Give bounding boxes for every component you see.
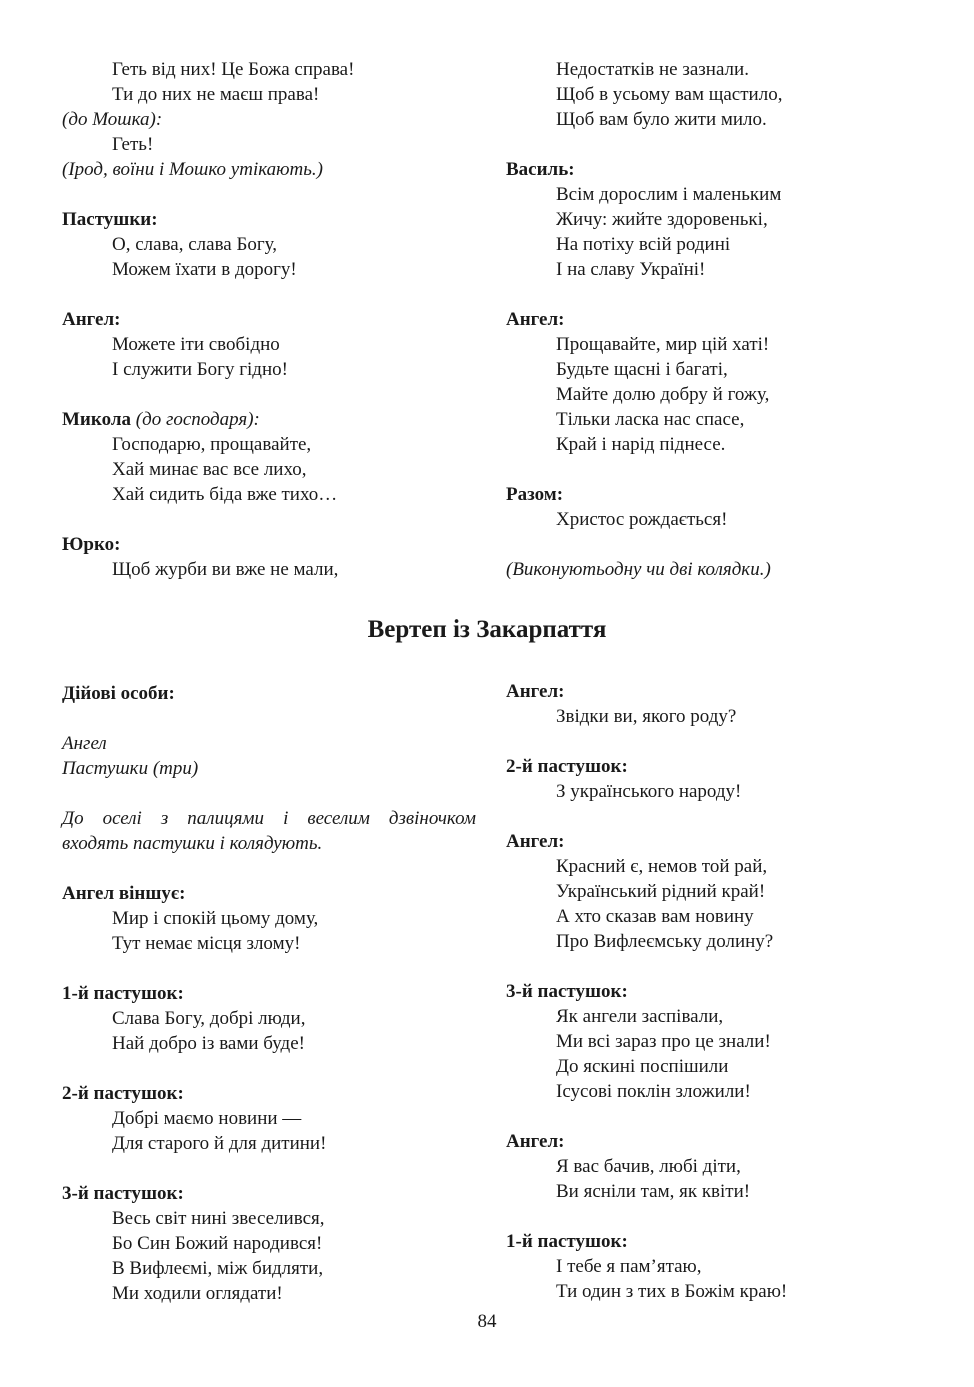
stage-direction: входять пастушки і колядують. <box>62 833 323 854</box>
spacer <box>506 132 926 157</box>
stage-direction: Ангел <box>62 733 107 754</box>
stage-direction: Пастушки (три) <box>62 758 199 779</box>
page-number: 84 <box>477 1311 497 1332</box>
verse-line: Хай минає вас все лихо, <box>112 459 307 480</box>
verse-line: Ми ходили оглядати! <box>112 1283 283 1304</box>
speaker-name: 3-й пастушок: <box>506 981 628 1002</box>
verse-line: Прощавайте, мир цій хаті! <box>556 334 770 355</box>
speaker-name: Дійові особи: <box>62 683 175 704</box>
stage-direction: До оселі з палицями і веселим дзвіночком <box>62 808 476 829</box>
verse-line: Жичу: жийте здоровенькі, <box>556 209 768 230</box>
stage-direction: (до Мошка): <box>62 109 163 130</box>
verse-line: Я вас бачив, любі діти, <box>556 1156 741 1177</box>
verse-line: І на славу Україні! <box>556 259 706 280</box>
verse-line: Для старого й для дитини! <box>112 1133 327 1154</box>
spacer <box>62 1156 476 1181</box>
speaker-name: 2-й пастушок: <box>506 756 628 777</box>
stage-direction: (до господаря): <box>131 409 260 430</box>
verse-line: На потіху всій родині <box>556 234 731 255</box>
speaker-name: 3-й пастушок: <box>62 1183 184 1204</box>
verse-line: Красний є, немов той рай, <box>556 856 768 877</box>
section1-right-column <box>506 57 926 582</box>
verse-line: Добрі маємо новини — <box>112 1108 302 1129</box>
verse-line: Мир і спокій цьому дому, <box>112 908 319 929</box>
verse-line: Щоб в усьому вам щастило, <box>556 84 783 105</box>
spacer <box>506 457 926 482</box>
verse-line: Слава Богу, добрі люди, <box>112 1008 306 1029</box>
spacer <box>62 182 482 207</box>
verse-line: Можете іти свобідно <box>112 334 280 355</box>
verse-line: Щоб вам було жити мило. <box>556 109 767 130</box>
spacer <box>506 1204 926 1229</box>
speaker-name: Пастушки: <box>62 209 158 230</box>
verse-line: Тут немає місця злому! <box>112 933 301 954</box>
spacer <box>62 706 476 731</box>
spacer <box>62 382 482 407</box>
verse-line: Можем їхати в дорогу! <box>112 259 297 280</box>
verse-line: Край і нарід піднесе. <box>556 434 726 455</box>
speaker-name: Ангел віншує: <box>62 883 186 904</box>
section-title: Вертеп із Закарпаття <box>367 616 607 643</box>
verse-line: Ісусові поклін зложили! <box>556 1081 751 1102</box>
verse-line: А хто сказав вам новину <box>556 906 754 927</box>
speaker-name: Разом: <box>506 484 564 505</box>
verse-line: До яскині поспішили <box>556 1056 729 1077</box>
speaker-name: Ангел: <box>62 309 121 330</box>
verse-line: О, слава, слава Богу, <box>112 234 278 255</box>
speaker-name: Ангел: <box>506 1131 565 1152</box>
speaker-name: Юрко: <box>62 534 121 555</box>
stage-direction: (Ірод, воїни і Мошко утікають.) <box>62 159 323 180</box>
verse-line: В Вифлеємі, між бидляти, <box>112 1258 324 1279</box>
speaker-name: Ангел: <box>506 831 565 852</box>
verse-line: Щоб журби ви вже не мали, <box>112 559 339 580</box>
spacer <box>62 507 482 532</box>
speaker-name: Микола <box>62 409 131 430</box>
speaker-with-note <box>62 407 482 432</box>
speaker-name: Василь: <box>506 159 575 180</box>
spacer <box>62 282 482 307</box>
speaker-name: 2-й пастушок: <box>62 1083 184 1104</box>
verse-line: Христос рождається! <box>556 509 728 530</box>
spacer <box>62 956 476 981</box>
verse-line: Най добро із вами буде! <box>112 1033 305 1054</box>
section2-left-column <box>62 681 476 1306</box>
spacer <box>506 804 926 829</box>
verse-line: Майте долю добру й гожу, <box>556 384 770 405</box>
spacer <box>506 729 926 754</box>
spacer <box>62 1056 476 1081</box>
verse-line: Будьте щасні і багаті, <box>556 359 728 380</box>
spacer <box>506 532 926 557</box>
verse-line: І служити Богу гідно! <box>112 359 288 380</box>
verse-line: Тільки ласка нас спасе, <box>556 409 745 430</box>
spacer <box>506 1104 926 1129</box>
verse-line: Бо Син Божий народився! <box>112 1233 323 1254</box>
spacer <box>506 954 926 979</box>
verse-line: Геть! <box>112 134 154 155</box>
speaker-name: 1-й пастушок: <box>62 983 184 1004</box>
spacer <box>62 856 476 881</box>
verse-line: Про Вифлеємську долину? <box>556 931 774 952</box>
spacer <box>506 282 926 307</box>
verse-line: Хай сидить біда вже тихо… <box>112 484 338 505</box>
verse-line: Український рідний край! <box>556 881 766 902</box>
spacer <box>62 781 476 806</box>
verse-line: Ти один з тих в Божім краю! <box>556 1281 788 1302</box>
verse-line: Як ангели заспівали, <box>556 1006 724 1027</box>
speaker-name: 1-й пастушок: <box>506 1231 628 1252</box>
verse-line: Геть від них! Це Божа справа! <box>112 59 355 80</box>
verse-line: З українського народу! <box>556 781 742 802</box>
speaker-name: Ангел: <box>506 681 565 702</box>
verse-line: Звідки ви, якого роду? <box>556 706 737 727</box>
verse-line: Всім дорослим і маленьким <box>556 184 782 205</box>
section2-right-column <box>506 679 926 1304</box>
verse-line: Ви ясніли там, як квіти! <box>556 1181 751 1202</box>
section1-left-column <box>62 57 482 582</box>
verse-line: Господарю, прощавайте, <box>112 434 312 455</box>
verse-line: І тебе я пам’ятаю, <box>556 1256 702 1277</box>
speaker-name: Ангел: <box>506 309 565 330</box>
verse-line: Недостатків не зазнали. <box>556 59 749 80</box>
verse-line: Ми всі зараз про це знали! <box>556 1031 771 1052</box>
verse-line: Ти до них не маєш права! <box>112 84 320 105</box>
verse-line: Весь світ нині звеселився, <box>112 1208 325 1229</box>
stage-direction: (Виконуютьодну чи дві колядки.) <box>506 559 771 580</box>
